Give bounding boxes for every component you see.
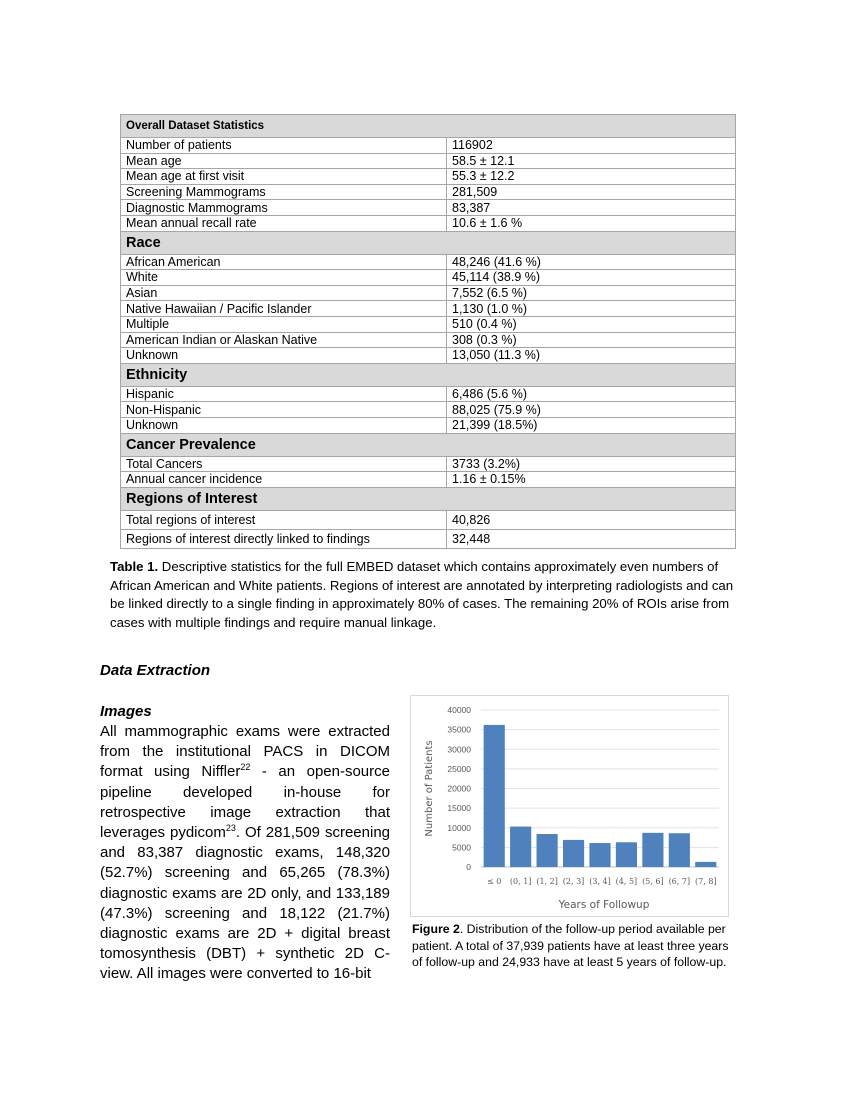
bar (537, 834, 558, 867)
bar (616, 842, 637, 867)
followup-bar-chart (411, 696, 728, 916)
figure-caption-label: Figure 2 (412, 922, 460, 936)
x-axis-title: Years of Followup (558, 899, 650, 911)
cell-label: Non-Hispanic (121, 402, 447, 418)
y-tick-label: 15000 (447, 803, 471, 814)
table-row (121, 472, 736, 488)
bar (589, 843, 610, 867)
y-tick-label: 20000 (447, 783, 471, 794)
table-caption (110, 558, 746, 632)
x-tick-label: (2, 3] (562, 877, 585, 886)
table-row (121, 510, 736, 529)
table-row (121, 316, 736, 332)
table-row (121, 285, 736, 301)
y-tick-label: 25000 (447, 763, 471, 774)
section-title: Race (121, 231, 736, 254)
bar (642, 833, 663, 867)
table-row (121, 417, 736, 433)
cell-value: 88,025 (75.9 %) (447, 402, 736, 418)
body-text-part: All mammographic exams were extracted from the institutional PACS in DICOM format using Niffler (100, 723, 390, 781)
cell-value: 6,486 (5.6 %) (447, 386, 736, 402)
y-axis-title: Number of Patients (424, 740, 435, 837)
section-header-row (121, 487, 736, 510)
x-tick-label: (3, 4] (589, 877, 611, 886)
bar (484, 725, 505, 867)
y-tick-label: 0 (466, 862, 471, 872)
table-row (121, 456, 736, 472)
cell-value: 7,552 (6.5 %) (447, 285, 736, 301)
cell-value: 510 (0.4 %) (447, 316, 736, 332)
x-tick-label: (6, 7] (668, 877, 691, 886)
body-paragraph (100, 722, 390, 985)
cell-label: Total regions of interest (121, 510, 447, 529)
bar (669, 833, 690, 867)
cell-value: 1,130 (1.0 %) (447, 301, 736, 317)
cell-value: 1.16 ± 0.15% (447, 472, 736, 488)
figure-caption (412, 921, 732, 983)
cell-label: Mean age at first visit (121, 169, 447, 185)
cell-label: White (121, 270, 447, 286)
cell-label: Total Cancers (121, 456, 447, 472)
table-row (121, 254, 736, 270)
section-title: Ethnicity (121, 363, 736, 386)
x-tick-label: ≤ 0 (487, 877, 502, 886)
table-row (121, 184, 736, 200)
section-header-row (121, 231, 736, 254)
table-row (121, 169, 736, 185)
cell-value: 32,448 (447, 529, 736, 548)
cell-label: Number of patients (121, 138, 447, 154)
table-row (121, 529, 736, 548)
cell-value: 40,826 (447, 510, 736, 529)
y-tick-label: 10000 (447, 822, 471, 833)
cell-label: Screening Mammograms (121, 184, 447, 200)
section-header-row (121, 115, 736, 138)
cell-value: 83,387 (447, 200, 736, 216)
cell-value: 21,399 (18.5%) (447, 417, 736, 433)
table-row (121, 301, 736, 317)
cell-label: Multiple (121, 316, 447, 332)
cell-value: 308 (0.3 %) (447, 332, 736, 348)
cell-label: Diagnostic Mammograms (121, 200, 447, 216)
cell-label: Unknown (121, 417, 447, 433)
section-title: Overall Dataset Statistics (121, 115, 736, 138)
sub-heading: Images (100, 703, 152, 720)
cell-label: Mean annual recall rate (121, 215, 447, 231)
x-tick-label: (4, 5] (615, 877, 638, 886)
table-row (121, 386, 736, 402)
body-text-part: . Of 281,509 screening and 83,387 diagnostic exams, 148,320 (52.7%) screening and 65,265 (78.3%) diagnostic exams are 2D only, and 133,189 (47.3%) screening and 18,122 (21.7%) diagnostic exams are 2D + digital breast tomosynthesis (DBT) + synthetic 2D C-view. All images were converted to 16-bit (100, 824, 391, 983)
y-tick-label: 5000 (452, 842, 471, 853)
followup-chart-figure (410, 695, 729, 917)
section-header-row (121, 363, 736, 386)
y-tick-label: 35000 (447, 724, 471, 735)
cell-label: Regions of interest directly linked to findings (121, 529, 447, 548)
bar (695, 862, 716, 867)
x-tick-label: (5, 6] (642, 877, 664, 886)
cell-value: 55.3 ± 12.2 (447, 169, 736, 185)
reference-superscript[interactable]: 22 (240, 762, 251, 773)
table-row (121, 402, 736, 418)
bar (510, 827, 531, 867)
table-caption-text: Descriptive statistics for the full EMBED dataset which contains approximately even numbers of African American and White patients. Regions of interest are annotated by interpreting radiologists and can be linked directly to a single finding in approximately 80% of cases. The remaining 20% of ROIs arise from cases with multiple findings and require manual linkage. (110, 559, 734, 630)
dataset-statistics-table (120, 114, 736, 549)
table-row (121, 332, 736, 348)
body-text-part: - an open-source pipeline developed in-house for retrospective image extraction that leverages pydicom (100, 763, 390, 842)
cell-label: Annual cancer incidence (121, 472, 447, 488)
table-row (121, 270, 736, 286)
x-tick-label: (0, 1] (509, 877, 532, 886)
table-row (121, 348, 736, 364)
section-title: Cancer Prevalence (121, 433, 736, 456)
cell-label: Native Hawaiian / Pacific Islander (121, 301, 447, 317)
cell-value: 58.5 ± 12.1 (447, 153, 736, 169)
cell-value: 48,246 (41.6 %) (447, 254, 736, 270)
section-heading: Data Extraction (100, 662, 211, 679)
table-caption-label: Table 1. (110, 559, 159, 574)
table-row (121, 215, 736, 231)
y-tick-label: 30000 (447, 744, 471, 755)
section-header-row (121, 433, 736, 456)
cell-value: 45,114 (38.9 %) (447, 270, 736, 286)
cell-value: 116902 (447, 138, 736, 154)
reference-superscript[interactable]: 23 (225, 823, 236, 834)
cell-label: American Indian or Alaskan Native (121, 332, 447, 348)
section-title: Regions of Interest (121, 487, 736, 510)
table-row (121, 138, 736, 154)
cell-label: African American (121, 254, 447, 270)
cell-value: 281,509 (447, 184, 736, 200)
bar (563, 840, 584, 867)
cell-value: 13,050 (11.3 %) (447, 348, 736, 364)
cell-value: 10.6 ± 1.6 % (447, 215, 736, 231)
cell-value: 3733 (3.2%) (447, 456, 736, 472)
table-row (121, 153, 736, 169)
figure-caption-text: . Distribution of the follow-up period available per patient. A total of 37,939 patients have at least three years of follow-up and 24,933 have at least 5 years of follow-up. (412, 922, 729, 969)
cell-label: Mean age (121, 153, 447, 169)
table-row (121, 200, 736, 216)
x-tick-label: (1, 2] (536, 877, 558, 886)
cell-label: Unknown (121, 348, 447, 364)
y-tick-label: 40000 (447, 705, 471, 715)
cell-label: Asian (121, 285, 447, 301)
cell-label: Hispanic (121, 386, 447, 402)
x-tick-label: (7, 8] (695, 877, 717, 886)
